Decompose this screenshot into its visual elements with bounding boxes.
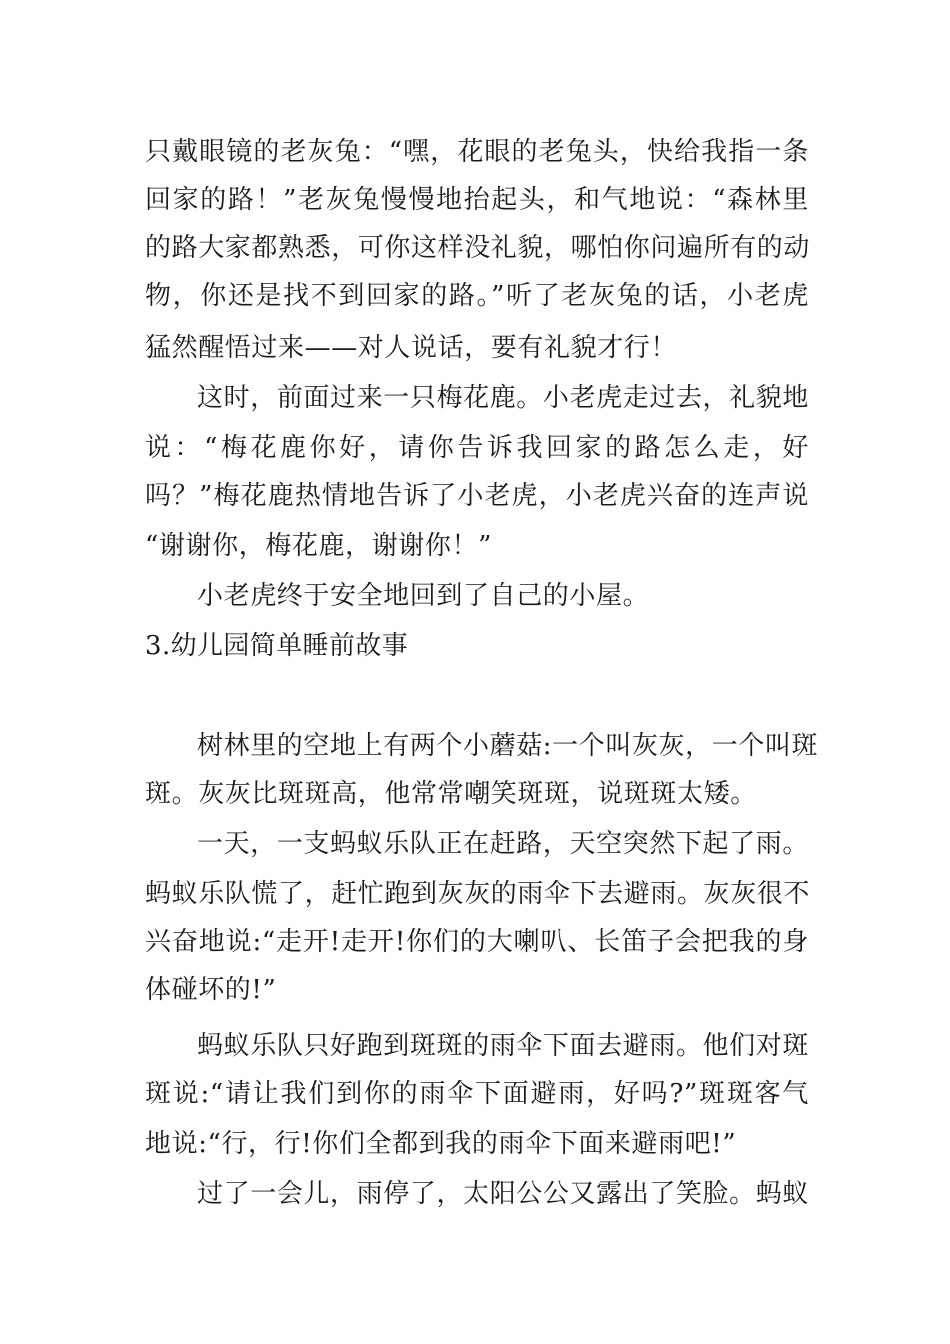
paragraph-line: 蚂蚁乐队慌了，赶忙跑到灰灰的雨伞下去避雨。灰灰很不 [145,879,811,909]
document-page [145,0,819,1344]
section-heading: 3.幼儿园简单睡前故事 [145,631,409,661]
paragraph-line: 物，你还是找不到回家的路。”听了老灰兔的话，小老虎 [145,281,809,311]
paragraph-line: 的路大家都熟悉，可你这样没礼貌，哪怕你问遍所有的动 [145,233,811,263]
paragraph-line: 猛然醒悟过来——对人说话，要有礼貌才行！ [145,333,678,363]
paragraph-line: 这时，前面过来一只梅花鹿。小老虎走过去，礼貌地 [197,383,809,413]
paragraph-line: 地说:“行，行!你们全都到我的雨伞下面来避雨吧!” [145,1129,737,1159]
paragraph-line: 斑说:“请让我们到你的雨伞下面避雨，好吗?”斑斑客气 [145,1079,809,1109]
paragraph-line: “谢谢你，梅花鹿，谢谢你！” [145,531,492,561]
paragraph-line: 一天，一支蚂蚁乐队正在赶路，天空突然下起了雨。 [197,829,809,859]
paragraph-line: 小老虎终于安全地回到了自己的小屋。 [197,581,650,611]
paragraph-line: 说：“梅花鹿你好，请你告诉我回家的路怎么走，好 [145,433,809,463]
paragraph-line: 吗？”梅花鹿热情地告诉了小老虎，小老虎兴奋的连声说 [145,481,809,511]
paragraph-line: 过了一会儿，雨停了，太阳公公又露出了笑脸。蚂蚁 [197,1179,809,1209]
paragraph-line: 树林里的空地上有两个小蘑菇:一个叫灰灰，一个叫斑 [197,731,819,761]
paragraph-line: 斑。灰灰比斑斑高，他常常嘲笑斑斑，说斑斑太矮。 [145,779,757,809]
paragraph-line: 回家的路！”老灰兔慢慢地抬起头，和气地说：“森林里 [145,185,809,215]
paragraph-line: 只戴眼镜的老灰兔：“嘿，花眼的老兔头，快给我指一条 [145,137,809,167]
paragraph-line: 蚂蚁乐队只好跑到斑斑的雨伞下面去避雨。他们对斑 [197,1031,809,1061]
paragraph-line: 体碰坏的!” [145,975,277,1005]
paragraph-line: 兴奋地说:“走开!走开!你们的大喇叭、长笛子会把我的身 [145,927,809,957]
